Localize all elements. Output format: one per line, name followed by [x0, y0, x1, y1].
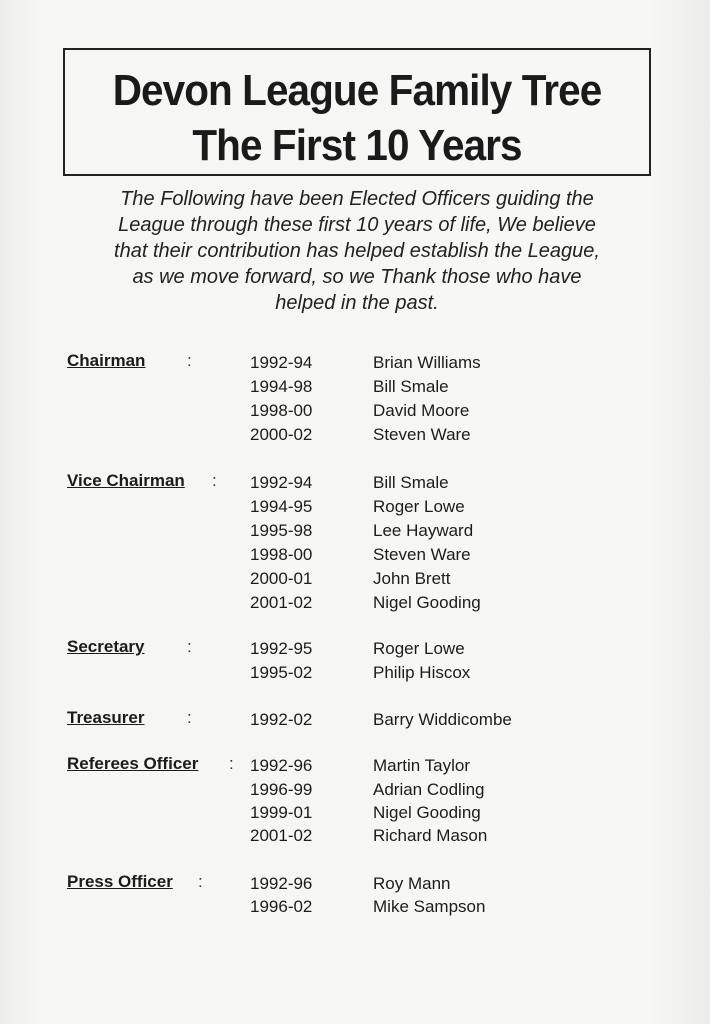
officer-name: Roy Mann — [373, 874, 451, 893]
term-years: 2001-02 — [250, 593, 313, 612]
officer-name: Martin Taylor — [373, 756, 470, 775]
officer-name: Roger Lowe — [373, 639, 465, 658]
role-label-secretary: Secretary — [67, 637, 145, 656]
intro-line: that their contribution has helped establish the League, — [114, 240, 600, 262]
officer-name: Steven Ware — [373, 425, 471, 444]
officer-name: Philip Hiscox — [373, 663, 471, 682]
officer-name: Roger Lowe — [373, 497, 465, 516]
role-label-vice-chairman: Vice Chairman — [67, 471, 185, 490]
term-years: 1992-96 — [250, 756, 313, 775]
term-years: 1994-95 — [250, 497, 313, 516]
officer-name: Adrian Codling — [373, 780, 485, 799]
intro-line: helped in the past. — [275, 292, 439, 314]
officer-name: Steven Ware — [373, 545, 471, 564]
officer-name: Richard Mason — [373, 826, 488, 845]
term-years: 1992-94 — [250, 353, 313, 372]
page-title: Devon League Family Tree — [112, 66, 602, 115]
role-colon: : — [229, 754, 234, 773]
term-years: 1996-02 — [250, 897, 313, 916]
role-colon: : — [212, 471, 217, 490]
term-years: 1995-02 — [250, 663, 313, 682]
role-colon: : — [187, 637, 192, 656]
officer-name: Bill Smale — [373, 377, 449, 396]
term-years: 2000-01 — [250, 569, 313, 588]
role-label-press-officer: Press Officer — [67, 872, 173, 891]
officer-name: Nigel Gooding — [373, 593, 481, 612]
officer-name: John Brett — [373, 569, 451, 588]
page-subtitle: The First 10 Years — [192, 121, 522, 170]
term-years: 1995-98 — [250, 521, 313, 540]
officer-name: Lee Hayward — [373, 521, 474, 540]
role-label-treasurer: Treasurer — [67, 708, 145, 727]
officer-name: Bill Smale — [373, 473, 449, 492]
term-years: 1992-95 — [250, 639, 313, 658]
officer-name: Brian Williams — [373, 353, 481, 372]
term-years: 2000-02 — [250, 425, 313, 444]
officer-name: Mike Sampson — [373, 897, 486, 916]
intro-line: League through these first 10 years of life, We believe — [118, 214, 596, 236]
term-years: 2001-02 — [250, 826, 313, 845]
term-years: 1998-00 — [250, 401, 313, 420]
term-years: 1998-00 — [250, 545, 313, 564]
term-years: 1999-01 — [250, 803, 313, 822]
officer-name: David Moore — [373, 401, 470, 420]
role-colon: : — [198, 872, 203, 891]
role-label-referees-officer: Referees Officer — [67, 754, 199, 773]
officer-name: Nigel Gooding — [373, 803, 481, 822]
term-years: 1992-94 — [250, 473, 313, 492]
term-years: 1992-96 — [250, 874, 313, 893]
term-years: 1992-02 — [250, 710, 313, 729]
officer-name: Barry Widdicombe — [373, 710, 512, 729]
term-years: 1996-99 — [250, 780, 313, 799]
intro-line: The Following have been Elected Officers guiding the — [120, 188, 594, 210]
role-colon: : — [187, 708, 192, 727]
term-years: 1994-98 — [250, 377, 313, 396]
intro-line: as we move forward, so we Thank those who have — [132, 266, 582, 288]
role-colon: : — [187, 351, 192, 370]
role-label-chairman: Chairman — [67, 351, 146, 370]
